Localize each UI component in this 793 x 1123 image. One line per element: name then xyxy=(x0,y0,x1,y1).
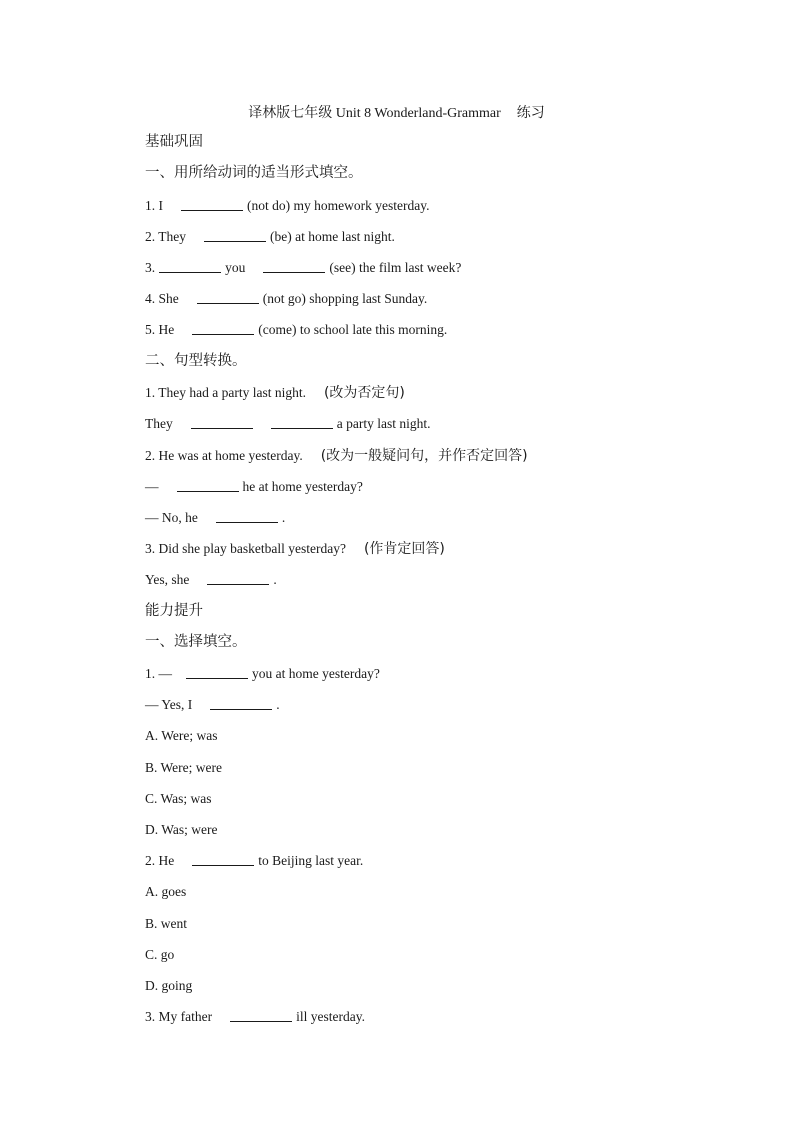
answer-blank[interactable] xyxy=(197,289,259,304)
answer-blank[interactable] xyxy=(191,414,253,429)
part2-question-2: 2. He was at home yesterday. (改为一般疑问句，并作否定回答) xyxy=(145,448,528,464)
part1-heading: 一、用所给动词的适当形式填空。 xyxy=(145,165,363,181)
part2-question-1: 1. They had a party last night. (改为否定句) xyxy=(145,385,405,401)
part1-item-5: 5. He (come) to school late this morning. xyxy=(145,322,448,337)
answer-blank[interactable] xyxy=(159,258,221,273)
option-a[interactable]: A. Were; was xyxy=(145,728,218,743)
answer-blank[interactable] xyxy=(204,227,266,242)
title-suffix: 练习 xyxy=(516,105,545,121)
answer-blank[interactable] xyxy=(186,664,248,679)
part1-item-4: 4. She (not go) shopping last Sunday. xyxy=(145,291,428,306)
answer-blank[interactable] xyxy=(181,196,243,211)
answer-blank[interactable] xyxy=(192,320,254,335)
option-b[interactable]: B. went xyxy=(145,916,187,931)
part3-question-2: 2. He to Beijing last year. xyxy=(145,853,364,868)
answer-blank[interactable] xyxy=(192,851,254,866)
part2-answer-2-line-2: — No, he . xyxy=(145,510,286,525)
answer-blank[interactable] xyxy=(271,414,333,429)
answer-blank[interactable] xyxy=(263,258,325,273)
part1-item-2: 2. They (be) at home last night. xyxy=(145,229,395,244)
option-d[interactable]: D. going xyxy=(145,978,193,993)
answer-blank[interactable] xyxy=(210,695,272,710)
part1-item-3: 3. you (see) the film last week? xyxy=(145,260,462,275)
part2-answer-3: Yes, she . xyxy=(145,572,277,587)
section-basic-heading: 基础巩固 xyxy=(145,134,203,150)
part3-question-1: 1. — you at home yesterday? xyxy=(145,666,380,681)
option-c[interactable]: C. Was; was xyxy=(145,791,212,806)
option-d[interactable]: D. Was; were xyxy=(145,822,218,837)
option-b[interactable]: B. Were; were xyxy=(145,760,223,775)
part3-question-1-reply: — Yes, I . xyxy=(145,697,280,712)
option-a[interactable]: A. goes xyxy=(145,884,187,899)
part3-heading: 一、选择填空。 xyxy=(145,634,247,650)
answer-blank[interactable] xyxy=(216,508,278,523)
answer-blank[interactable] xyxy=(230,1007,292,1022)
part2-answer-2-line-1: — he at home yesterday? xyxy=(145,479,363,494)
part3-question-3: 3. My father ill yesterday. xyxy=(145,1009,365,1024)
part2-heading: 二、句型转换。 xyxy=(145,353,247,369)
part1-item-1: 1. I (not do) my homework yesterday. xyxy=(145,198,430,213)
answer-blank[interactable] xyxy=(207,570,269,585)
part2-question-3: 3. Did she play basketball yesterday? (作肯定回答) xyxy=(145,541,445,557)
section-advanced-heading: 能力提升 xyxy=(145,603,203,619)
answer-blank[interactable] xyxy=(177,477,239,492)
page-title xyxy=(0,102,793,122)
part2-answer-1: They a party last night. xyxy=(145,416,431,431)
option-c[interactable]: C. go xyxy=(145,947,175,962)
title-main: 译林版七年级 Unit 8 Wonderland-Grammar xyxy=(248,106,501,121)
